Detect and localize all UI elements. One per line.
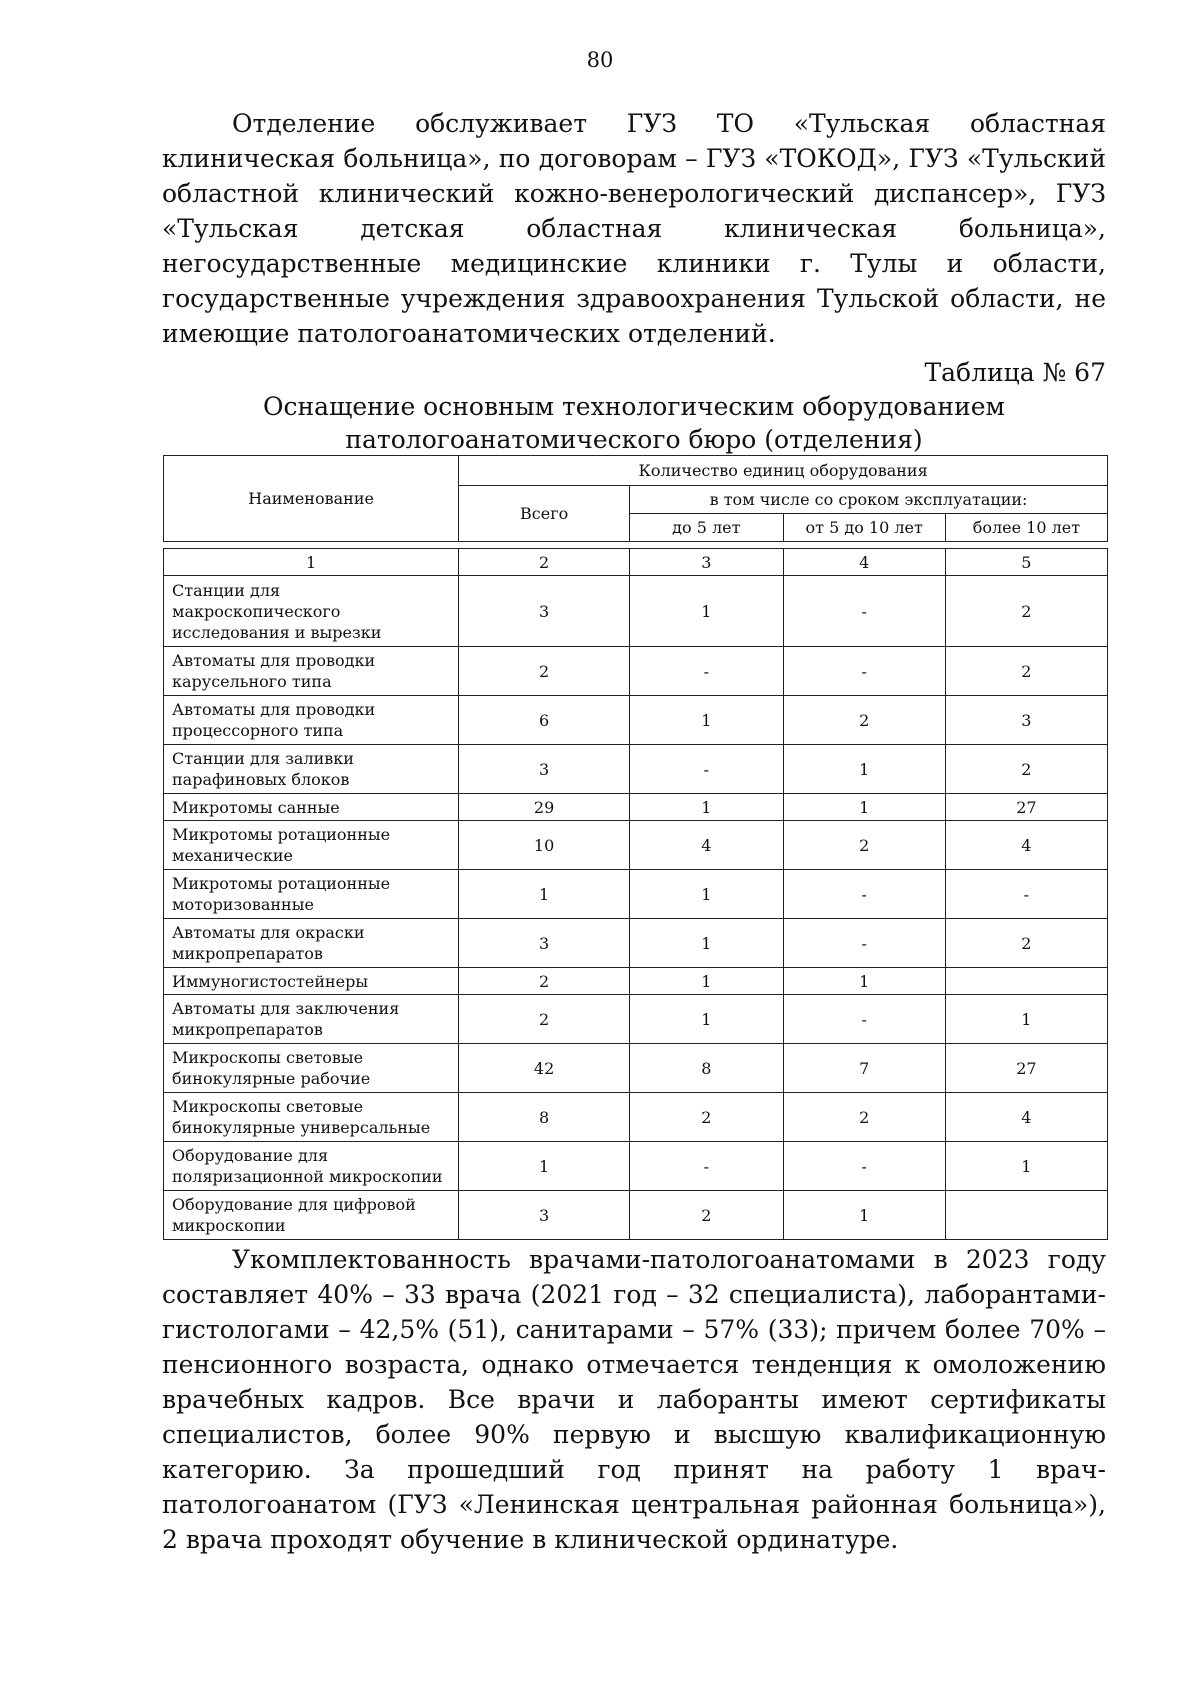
header-service-life: в том числе со сроком эксплуатации:: [630, 486, 1108, 514]
total-count: 3: [459, 919, 630, 968]
equipment-name: Станции для макроскопического исследования и вырезки: [164, 576, 459, 647]
total-count: 8: [459, 1093, 630, 1142]
count-over-10: [945, 968, 1107, 995]
column-number: 3: [630, 549, 784, 576]
count-over-10: 27: [945, 1044, 1107, 1093]
count-over-10: 2: [945, 647, 1107, 696]
total-count: 10: [459, 821, 630, 870]
count-up-to-5: 1: [630, 919, 784, 968]
total-count: 3: [459, 1191, 630, 1240]
table-row: [164, 968, 1108, 995]
equipment-name: Микротомы ротационные механические: [164, 821, 459, 870]
intro-paragraph: Отделение обслуживает ГУЗ ТО «Тульская областная клиническая больница», по договорам – ГУЗ «ТОКОД», ГУЗ «Тульский областной клинический кожно-венерологический диспансер», ГУЗ «Тульская детская областная клиническая больница», негосударственные медицинские клиники г. Тулы и области, государственные учреждения здравоохранения Тульской области, не имеющие патологоанатомических отделений.: [162, 109, 1106, 348]
table-row: [164, 919, 1108, 968]
count-up-to-5: 4: [630, 821, 784, 870]
count-up-to-5: 1: [630, 870, 784, 919]
table-row: [164, 647, 1108, 696]
table-title: [162, 390, 1106, 456]
equipment-name: Микротомы санные: [164, 794, 459, 821]
equipment-name: Автоматы для проводки карусельного типа: [164, 647, 459, 696]
equipment-table-header: [163, 455, 1108, 542]
count-5-to-10: 1: [783, 794, 945, 821]
table-row: [164, 745, 1108, 794]
count-up-to-5: -: [630, 1142, 784, 1191]
table-row: [164, 1093, 1108, 1142]
total-count: 3: [459, 576, 630, 647]
staffing-paragraph: Укомплектованность врачами-патологоанатомами в 2023 году составляет 40% – 33 врача (2021 год – 32 специалиста), лаборантами-гистологами – 42,5% (51), санитарами – 57% (33); причем более 70% – пенсионного возраста, однако отмечается тенденция к омоложению врачебных кадров. Все врачи и лаборанты имеют сертификаты специалистов, более 90% первую и высшую квалификационную категорию. За прошедший год принят на работу 1 врач-патологоанатом (ГУЗ «Ленинская центральная районная больница»), 2 врача проходят обучение в клинической ординатуре.: [162, 1245, 1106, 1554]
table-row: [164, 1044, 1108, 1093]
equipment-name: Оборудование для поляризационной микроскопии: [164, 1142, 459, 1191]
header-total: Всего: [459, 486, 630, 542]
equipment-name: Автоматы для проводки процессорного типа: [164, 696, 459, 745]
header-name: Наименование: [164, 456, 459, 542]
table-row: [164, 794, 1108, 821]
count-up-to-5: 1: [630, 995, 784, 1044]
total-count: 2: [459, 647, 630, 696]
total-count: 2: [459, 995, 630, 1044]
equipment-name: Станции для заливки парафиновых блоков: [164, 745, 459, 794]
count-over-10: 4: [945, 1093, 1107, 1142]
count-up-to-5: -: [630, 647, 784, 696]
table-row: [164, 821, 1108, 870]
table-row: [164, 1142, 1108, 1191]
table-title-line-1: Оснащение основным технологическим оборудованием: [263, 392, 1005, 421]
table-row: [164, 1191, 1108, 1240]
count-5-to-10: 2: [783, 1093, 945, 1142]
count-5-to-10: -: [783, 995, 945, 1044]
count-5-to-10: 1: [783, 745, 945, 794]
equipment-name: Микроскопы световые бинокулярные универсальные: [164, 1093, 459, 1142]
header-over-10: более 10 лет: [945, 514, 1107, 542]
table-row: [164, 870, 1108, 919]
count-up-to-5: 1: [630, 794, 784, 821]
equipment-name: Оборудование для цифровой микроскопии: [164, 1191, 459, 1240]
column-number: 1: [164, 549, 459, 576]
equipment-name: Иммуногистостейнеры: [164, 968, 459, 995]
table-row: [164, 995, 1108, 1044]
total-count: 42: [459, 1044, 630, 1093]
count-up-to-5: 2: [630, 1093, 784, 1142]
column-number: 5: [945, 549, 1107, 576]
equipment-name: Микроскопы световые бинокулярные рабочие: [164, 1044, 459, 1093]
table-title-line-2: патологоанатомического бюро (отделения): [345, 425, 923, 454]
column-number: 4: [783, 549, 945, 576]
count-over-10: 2: [945, 919, 1107, 968]
count-up-to-5: -: [630, 745, 784, 794]
count-over-10: 1: [945, 995, 1107, 1044]
table-label: Таблица № 67: [924, 358, 1106, 387]
header-5-to-10: от 5 до 10 лет: [783, 514, 945, 542]
count-up-to-5: 1: [630, 696, 784, 745]
page-number: 80: [586, 48, 614, 72]
count-over-10: 4: [945, 821, 1107, 870]
equipment-name: Автоматы для окраски микропрепаратов: [164, 919, 459, 968]
count-up-to-5: 1: [630, 968, 784, 995]
count-over-10: 1: [945, 1142, 1107, 1191]
count-5-to-10: 2: [783, 696, 945, 745]
count-5-to-10: -: [783, 919, 945, 968]
total-count: 3: [459, 745, 630, 794]
count-5-to-10: 1: [783, 1191, 945, 1240]
count-5-to-10: -: [783, 1142, 945, 1191]
header-quantity: Количество единиц оборудования: [459, 456, 1108, 486]
total-count: 2: [459, 968, 630, 995]
equipment-name: Автоматы для заключения микропрепаратов: [164, 995, 459, 1044]
count-up-to-5: 2: [630, 1191, 784, 1240]
count-5-to-10: -: [783, 576, 945, 647]
count-5-to-10: 1: [783, 968, 945, 995]
equipment-table: [163, 548, 1108, 1240]
count-over-10: [945, 1191, 1107, 1240]
count-over-10: -: [945, 870, 1107, 919]
equipment-table-body: [164, 549, 1108, 1240]
column-number: 2: [459, 549, 630, 576]
table-row: [164, 576, 1108, 647]
total-count: 6: [459, 696, 630, 745]
total-count: 1: [459, 870, 630, 919]
total-count: 29: [459, 794, 630, 821]
count-5-to-10: 7: [783, 1044, 945, 1093]
count-over-10: 27: [945, 794, 1107, 821]
count-over-10: 2: [945, 576, 1107, 647]
count-over-10: 3: [945, 696, 1107, 745]
table-row: [164, 696, 1108, 745]
header-up-to-5: до 5 лет: [630, 514, 784, 542]
count-over-10: 2: [945, 745, 1107, 794]
count-5-to-10: -: [783, 870, 945, 919]
count-up-to-5: 8: [630, 1044, 784, 1093]
count-5-to-10: 2: [783, 821, 945, 870]
count-up-to-5: 1: [630, 576, 784, 647]
equipment-name: Микротомы ротационные моторизованные: [164, 870, 459, 919]
count-5-to-10: -: [783, 647, 945, 696]
column-numbers-row: [164, 549, 1108, 576]
total-count: 1: [459, 1142, 630, 1191]
